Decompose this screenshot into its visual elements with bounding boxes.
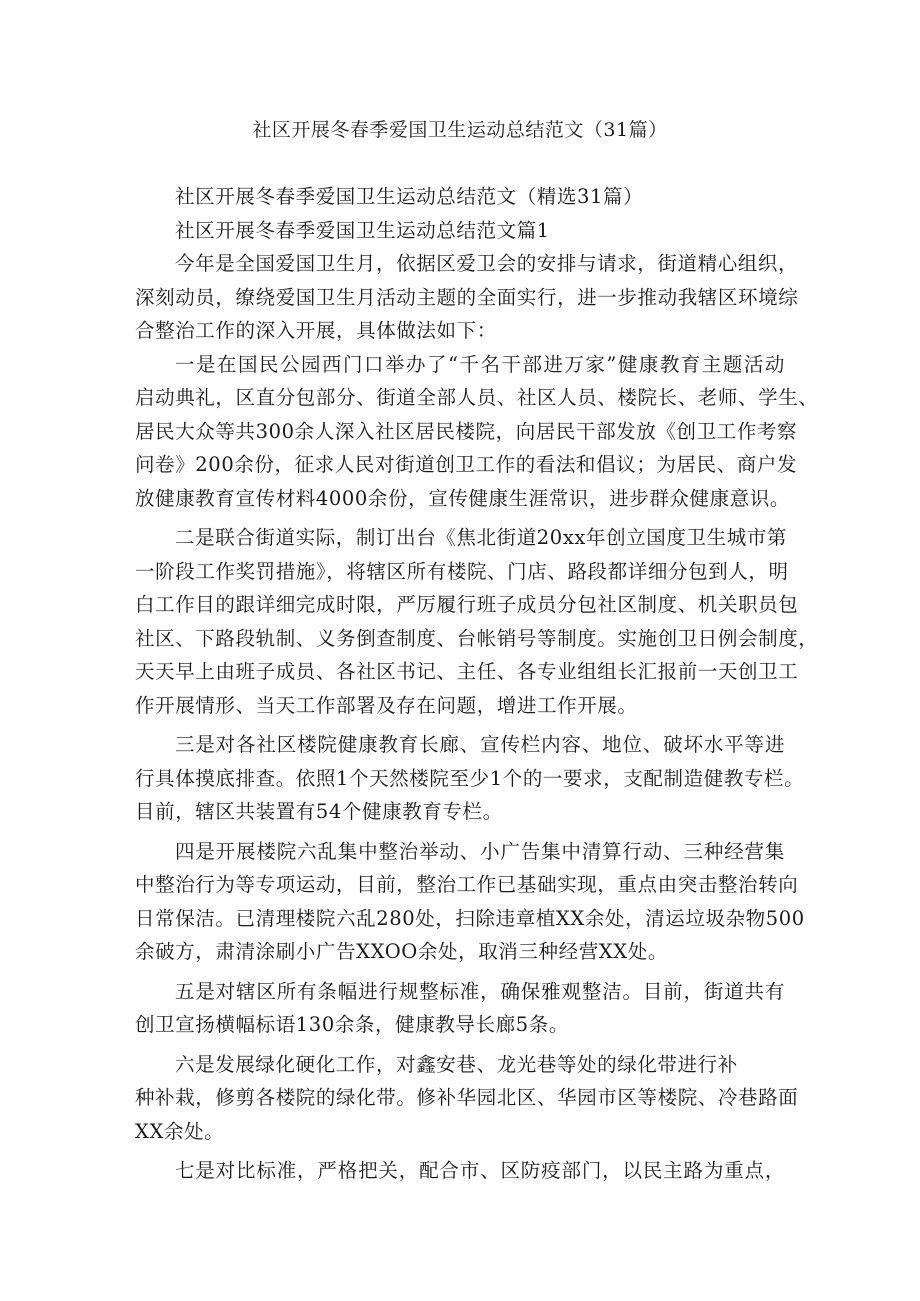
text-line: 深刻动员，缭绕爱国卫生月活动主题的全面实行，进一步推动我辖区环境综 <box>135 285 799 309</box>
text-line: 三是对各社区楼院健康教育长廊、宣传栏内容、地位、破坏水平等进 <box>175 733 785 756</box>
text-line: 放健康教育宣传材料4000余份，宣传健康生涯常识，进步群众健康意识。 <box>135 486 791 510</box>
text-line: 一阶段工作奖罚措施》，将辖区所有楼院、门店、路段都详细分包到人，明 <box>135 559 789 583</box>
text-line: 中整治行为等专项运动，目前，整治工作已基础实现，重点由突击整治转向 <box>135 873 799 896</box>
text-line: 今年是全国爱国卫生月，依据区爱卫会的安排与请求，街道精心组织， <box>175 252 799 275</box>
text-line: 六是发展绿化硬化工作，对鑫安巷、龙光巷等处的绿化带进行补 <box>175 1052 738 1076</box>
text-line: 日常保洁。已清理楼院六乱280处，扫除违章植XX余处，清运垃圾杂物500 <box>135 906 805 930</box>
text-line: 创卫宣扬横幅标语130余条，健康教导长廊5条。 <box>135 1013 569 1036</box>
text-line: 二是联合街道实际，制订出台《焦北街道20xx年创立国度卫生城市第 <box>175 526 788 549</box>
text-line: 行具体摸底排查。依照1个天然楼院至少1个的一要求，支配制造健教专栏。 <box>135 766 805 790</box>
text-line: 问卷》200余份，征求人民对街道创卫工作的看法和倡议；为居民、商户发 <box>135 453 798 476</box>
text-line: 社区、下路段轨制、义务倒查制度、台帐销号等制度。实施创卫日例会制度， <box>135 626 819 650</box>
document-title: 社区开展冬春季爱国卫生运动总结范文（31篇） <box>252 119 668 141</box>
text-line: 目前，辖区共装置有54个健康教育专栏。 <box>135 800 503 823</box>
text-line: 作开展情形、当天工作部署及存在问题，增进工作开展。 <box>135 693 638 717</box>
text-line: 五是对辖区所有条幅进行规整标准，确保雅观整洁。目前，街道共有 <box>175 979 785 1003</box>
text-line: 四是开展楼院六乱集中整治举动、小广告集中清算行动、三种经营集 <box>175 839 785 863</box>
text-line: 余破方，肃清涂刷小广告XXOO余处，取消三种经营XX处。 <box>135 940 668 963</box>
text-line: 一是在国民公园西门口举办了“千名干部进万家”健康教育主题活动 <box>175 352 785 376</box>
text-line: 启动典礼，区直分包部分、街道全部人员、社区人员、楼院长、老师、学生、 <box>135 386 819 409</box>
text-line: 白工作目的跟详细完成时限，严厉履行班子成员分包社区制度、机关职员包 <box>135 593 799 616</box>
document-body <box>135 180 819 1188</box>
text-line: 七是对比标准，严格把关，配合市、区防疫部门，以民主路为重点， <box>175 1159 785 1182</box>
text-line: 社区开展冬春季爱国卫生运动总结范文（精选31篇） <box>175 185 644 208</box>
text-line: 社区开展冬春季爱国卫生运动总结范文篇1 <box>175 218 550 242</box>
text-line: XX余处。 <box>135 1119 225 1143</box>
text-line: 天天早上由班子成员、各社区书记、主任、各专业组组长汇报前一天创卫工 <box>135 660 799 683</box>
text-line: 合整治工作的深入开展，具体做法如下： <box>135 319 497 342</box>
text-line: 居民大众等共300余人深入社区居民楼院，向居民干部发放《创卫工作考察 <box>135 419 798 443</box>
text-line: 种补栽，修剪各楼院的绿化带。修补华园北区、华园市区等楼院、冷巷路面 <box>135 1086 799 1109</box>
